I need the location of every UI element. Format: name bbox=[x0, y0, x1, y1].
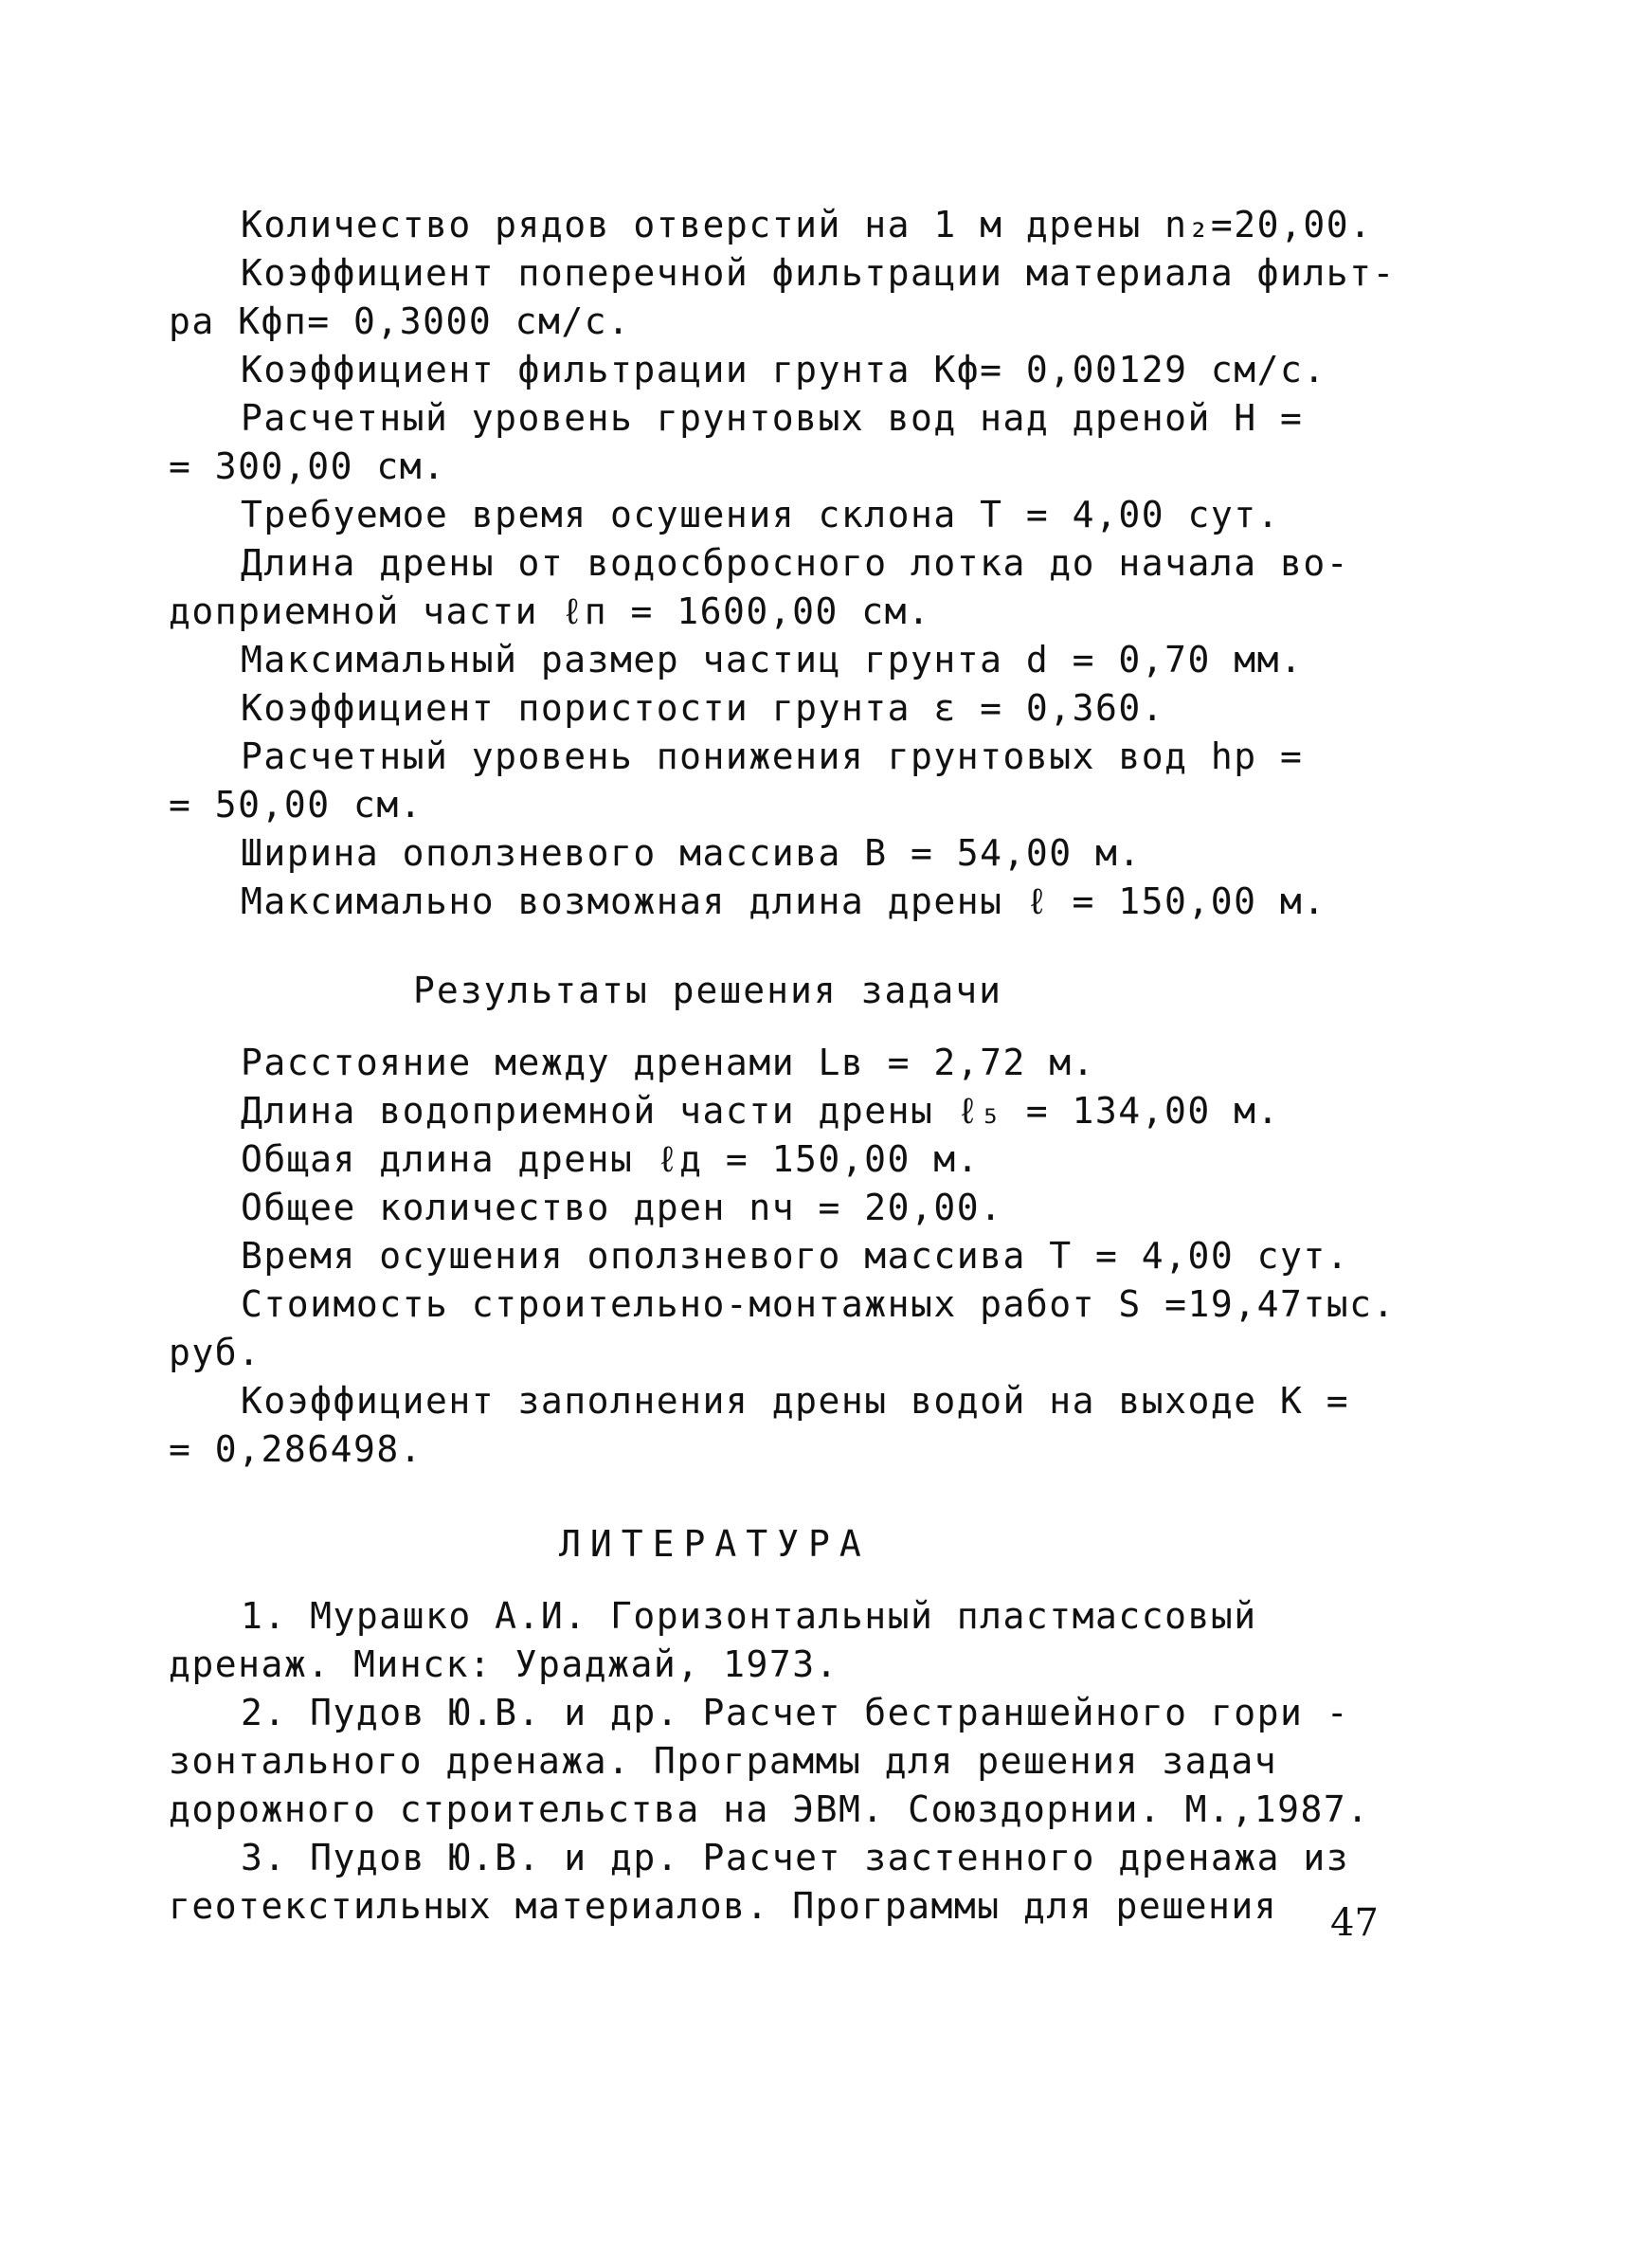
result-line: руб. bbox=[169, 1332, 262, 1373]
param-line: доприемной части ℓп = 1600,00 см. bbox=[169, 590, 931, 632]
result-line: Время осушения оползневого массива Т = 4,00 сут. bbox=[241, 1235, 1350, 1277]
result-line: Длина водоприемной части дрены ℓ₅ = 134,00 м. bbox=[241, 1090, 1280, 1132]
literature-line: дренаж. Минск: Ураджай, 1973. bbox=[169, 1643, 839, 1685]
param-line: Расчетный уровень грунтовых вод над дреной Н = bbox=[241, 397, 1304, 439]
result-line: = 0,286498. bbox=[169, 1428, 424, 1470]
result-line: Коэффициент заполнения дрены водой на выходе К = bbox=[241, 1380, 1350, 1422]
param-line: Коэффициент фильтрации грунта Кф= 0,00129 см/с. bbox=[241, 349, 1326, 390]
param-line: Расчетный уровень понижения грунтовых вод hр = bbox=[241, 735, 1304, 777]
result-line: Стоимость строительно-монтажных работ S =19,47тыс. bbox=[241, 1283, 1396, 1325]
param-line: Максимальный размер частиц грунта d = 0,70 мм. bbox=[241, 639, 1304, 680]
page-number: 47 bbox=[1330, 1901, 1379, 1945]
param-line: Требуемое время осушения склона Т = 4,00 сут. bbox=[241, 494, 1281, 535]
literature-heading: ЛИТЕРАТУРА bbox=[559, 1523, 871, 1565]
param-line: ра Кфп= 0,3000 см/с. bbox=[169, 300, 631, 342]
literature-line: зонтального дренажа. Программы для решения задач bbox=[169, 1740, 1278, 1782]
literature-line: 1. Мурашко А.И. Горизонтальный пластмассовый bbox=[241, 1595, 1257, 1637]
input-parameters-block bbox=[169, 201, 1419, 926]
results-block bbox=[169, 1039, 1419, 1474]
result-line: Общее количество дрен nч = 20,00. bbox=[241, 1187, 1003, 1228]
literature-line: 2. Пудов Ю.В. и др. Расчет бестраншейного гори - bbox=[241, 1692, 1350, 1733]
literature-line: геотекстильных материалов. Программы для решения bbox=[169, 1885, 1278, 1927]
param-line: = 300,00 см. bbox=[169, 445, 446, 487]
param-line: = 50,00 см. bbox=[169, 784, 424, 826]
literature-line: дорожного строительства на ЭВМ. Союздорнии. М.,1987. bbox=[169, 1788, 1370, 1830]
param-line: Длина дрены от водосбросного лотка до начала во- bbox=[241, 542, 1350, 584]
literature-list bbox=[169, 1592, 1419, 1931]
param-line: Ширина оползневого массива В = 54,00 м. bbox=[241, 832, 1142, 874]
result-line: Расстояние между дренами Lв = 2,72 м. bbox=[241, 1042, 1095, 1083]
param-line: Коэффициент пористости грунта ε = 0,360. bbox=[241, 687, 1165, 729]
results-heading: Результаты решения задачи bbox=[413, 970, 1002, 1011]
param-line: Коэффициент поперечной фильтрации материала фильт- bbox=[241, 252, 1396, 294]
literature-line: 3. Пудов Ю.В. и др. Расчет застенного дренажа из bbox=[241, 1837, 1350, 1878]
result-line: Общая длина дрены ℓд = 150,00 м. bbox=[241, 1138, 981, 1180]
param-line: Максимально возможная длина дрены ℓ = 150,00 м. bbox=[241, 880, 1326, 922]
param-line: Количество рядов отверстий на 1 м дрены n₂=20,00. bbox=[241, 204, 1373, 245]
